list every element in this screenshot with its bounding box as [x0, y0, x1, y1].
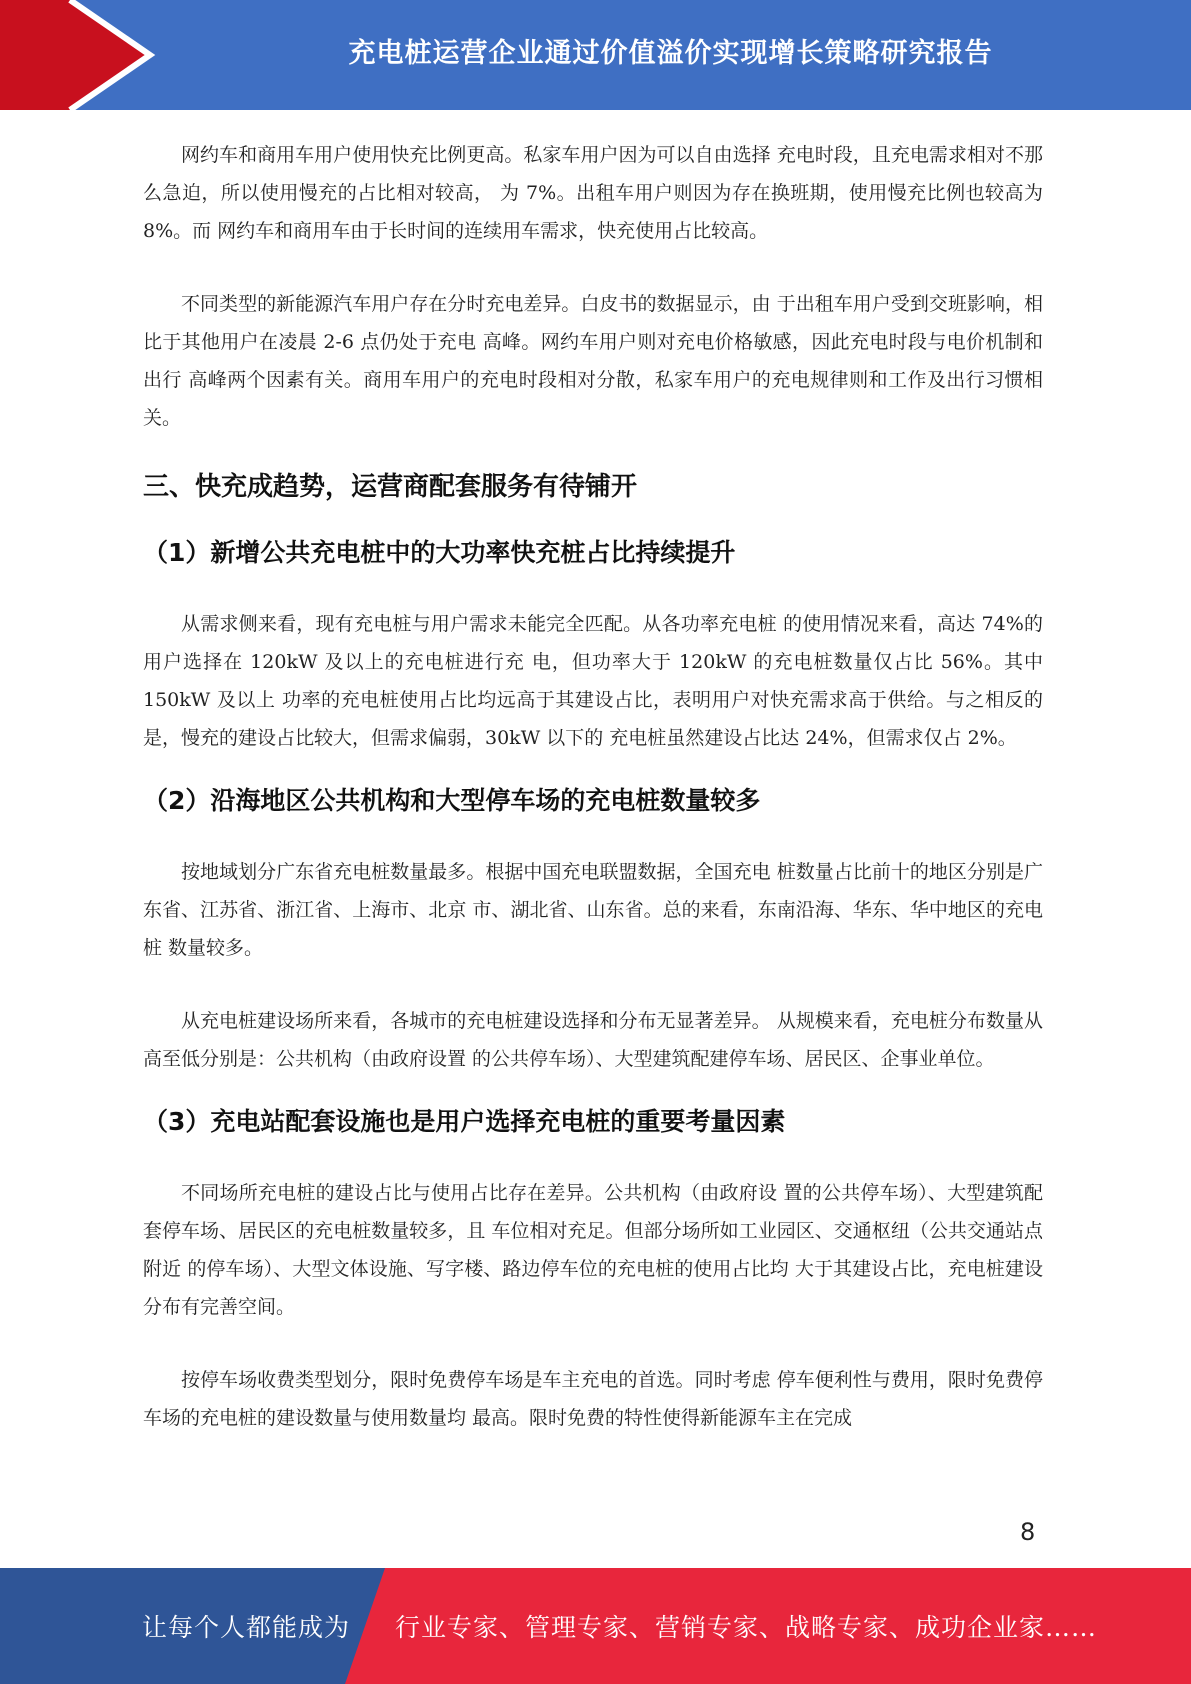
page-footer — [0, 1568, 1191, 1684]
paragraph-regional-distribution: 按地域划分广东省充电桩数量最多。根据中国充电联盟数据，全国充电 桩数量占比前十的地区分别是广东省、江苏省、浙江省、上海市、北京 市、湖北省、山东省。总的来看，东南沿海、华东、华中地区的充电桩 数量较多。 — [143, 861, 1043, 959]
section-heading-3: 三、快充成趋势，运营商配套服务有待铺开 — [143, 472, 638, 502]
paragraph-site-distribution: 从充电桩建设场所来看，各城市的充电桩建设选择和分布无显著差异。 从规模来看，充电桩分布数量从高至低分别是：公共机构（由政府设置 的公共停车场）、大型建筑配建停车场、居民区、企事业单位。 — [143, 1010, 1043, 1070]
subsection-heading-2: （2）沿海地区公共机构和大型停车场的充电桩数量较多 — [143, 786, 761, 815]
page-header — [0, 0, 1191, 110]
subsection-heading-3: （3）充电站配套设施也是用户选择充电桩的重要考量因素 — [143, 1107, 786, 1136]
paragraph-fast-charge-usage: 网约车和商用车用户使用快充比例更高。私家车用户因为可以自由选择 充电时段，且充电需求相对不那么急迫，所以使用慢充的占比相对较高， 为 7%。出租车用户则因为存在换班期，使用慢充比例也较高为 8%。而 网约车和商用车由于长时间的连续用车需求，快充使用占比较高。 — [143, 144, 1043, 242]
report-title: 充电桩运营企业通过价值溢价实现增长策略研究报告 — [348, 37, 993, 69]
subsection-heading-1: （1）新增公共充电桩中的大功率快充桩占比持续提升 — [143, 538, 736, 567]
footer-slogan-left: 让每个人都能成为 — [142, 1613, 351, 1642]
paragraph-parking-fee-type: 按停车场收费类型划分，限时免费停车场是车主充电的首选。同时考虑 停车便利性与费用，限时免费停车场的充电桩的建设数量与使用数量均 最高。限时免费的特性使得新能源车主在完成 — [143, 1369, 1043, 1429]
footer-slogan-right: 行业专家、管理专家、营销专家、战略专家、成功企业家…… — [395, 1613, 1098, 1642]
paragraph-time-of-use-charging: 不同类型的新能源汽车用户存在分时充电差异。白皮书的数据显示，由 于出租车用户受到交班影响，相比于其他用户在凌晨 2-6 点仍处于充电 高峰。网约车用户则对充电价格敏感，因此充电时段与电价机制和出行 高峰两个因素有关。商用车用户的充电时段相对分散，私家车用户的充电规律则和工作及出行习惯相关。 — [143, 293, 1043, 429]
paragraph-demand-side: 从需求侧来看，现有充电桩与用户需求未能完全匹配。从各功率充电桩 的使用情况来看，高达 74%的用户选择在 120kW 及以上的充电桩进行充 电，但功率大于 120kW 的充电桩数量仅占比 56%。其中 150kW 及以上 功率的充电桩使用占比均远高于其建设占比，表明用户对快充需求高于供给。与之相反的是，慢充的建设占比较大，但需求偏弱，30kW 以下的 充电桩虽然建设占比达 24%，但需求仅占 2%。 — [143, 613, 1043, 749]
page-content — [143, 136, 1043, 1437]
paragraph-supporting-facilities: 不同场所充电桩的建设占比与使用占比存在差异。公共机构（由政府设 置的公共停车场）、大型建筑配套停车场、居民区的充电桩数量较多，且 车位相对充足。但部分场所如工业园区、交通枢纽（公共交通站点附近 的停车场）、大型文体设施、写字楼、路边停车位的充电桩的使用占比均 大于其建设占比，充电桩建设分布有完善空间。 — [143, 1182, 1043, 1318]
page-number: 8 — [1020, 1518, 1036, 1546]
